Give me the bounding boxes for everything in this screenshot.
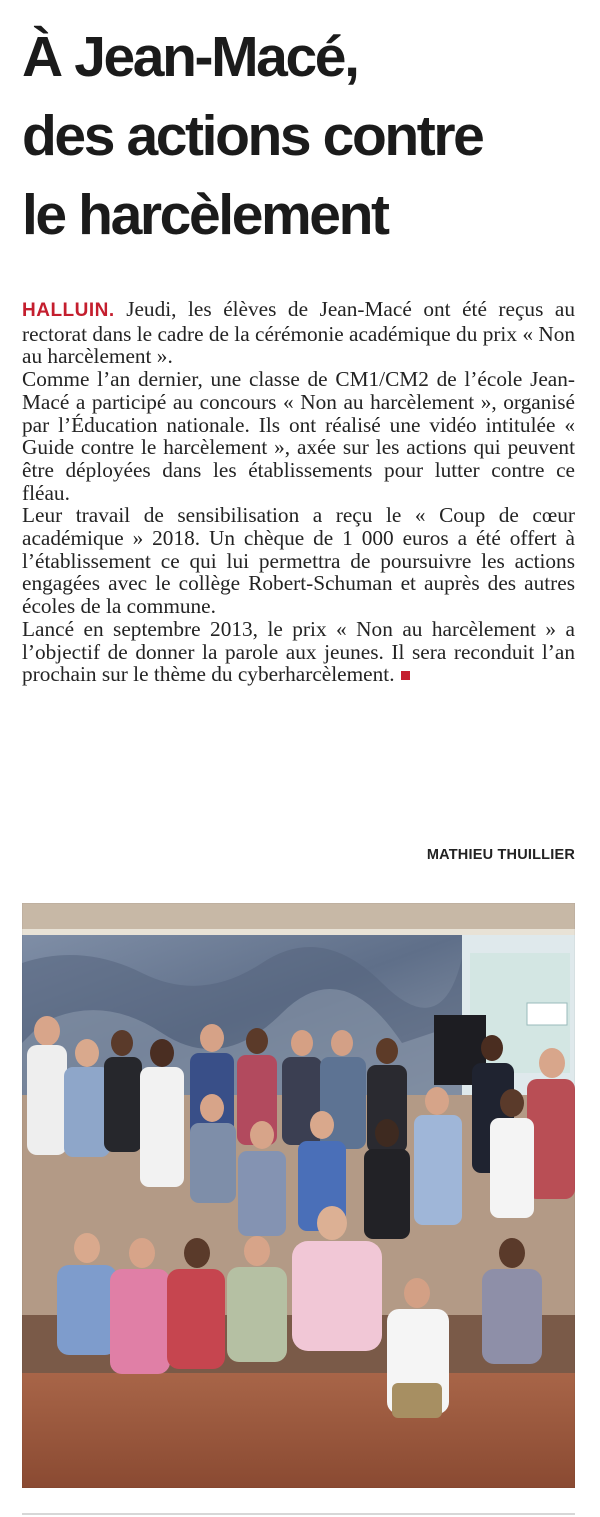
article-body [22, 298, 575, 686]
group-photo [22, 903, 575, 1488]
article-paragraph [22, 298, 575, 368]
end-of-article-mark [401, 671, 410, 680]
headline-line: le harcèlement [22, 183, 388, 247]
paragraph-text: Lancé en septembre 2013, le prix « Non au harcèlement » a l’objectif de donner la parole aux jeunes. Il sera reconduit l’an prochain sur le thème du cyberharcèlement. [22, 616, 575, 687]
article-headline [22, 18, 582, 255]
headline-line: À Jean-Macé, [22, 25, 358, 89]
article-paragraph: Leur travail de sensibilisation a reçu le « Coup de cœur académique » 2018. Un chèque de 1 000 euros a été offert à l’établissement ce qui lui permettra de poursuivre les actions engagées avec le collège Robert-Schuman et auprès des autres écoles de la commune. [22, 503, 575, 619]
headline-line: des actions contre [22, 104, 483, 168]
group-photo-icon [22, 903, 575, 1488]
article-paragraph: Comme l’an dernier, une classe de CM1/CM2 de l’école Jean-Macé a participé au concours « Non au harcèlement », organisé par l’Éducation nationale. Ils ont réalisé une vidéo intitulée « Guide contre le harcèlement », axée sur les actions qui peuvent être déployées dans les établissements pour lutter contre ce fléau. [22, 367, 575, 505]
article-paragraph [22, 618, 575, 686]
bottom-rule [22, 1513, 575, 1515]
author-byline: MATHIEU THUILLIER [426, 847, 575, 863]
dateline: HALLUIN. [22, 300, 115, 321]
paragraph-text: Jeudi, les élèves de Jean-Macé ont été reçus au rectorat dans le cadre de la cérémonie académique du prix « Non au harcèlement ». [22, 297, 575, 369]
